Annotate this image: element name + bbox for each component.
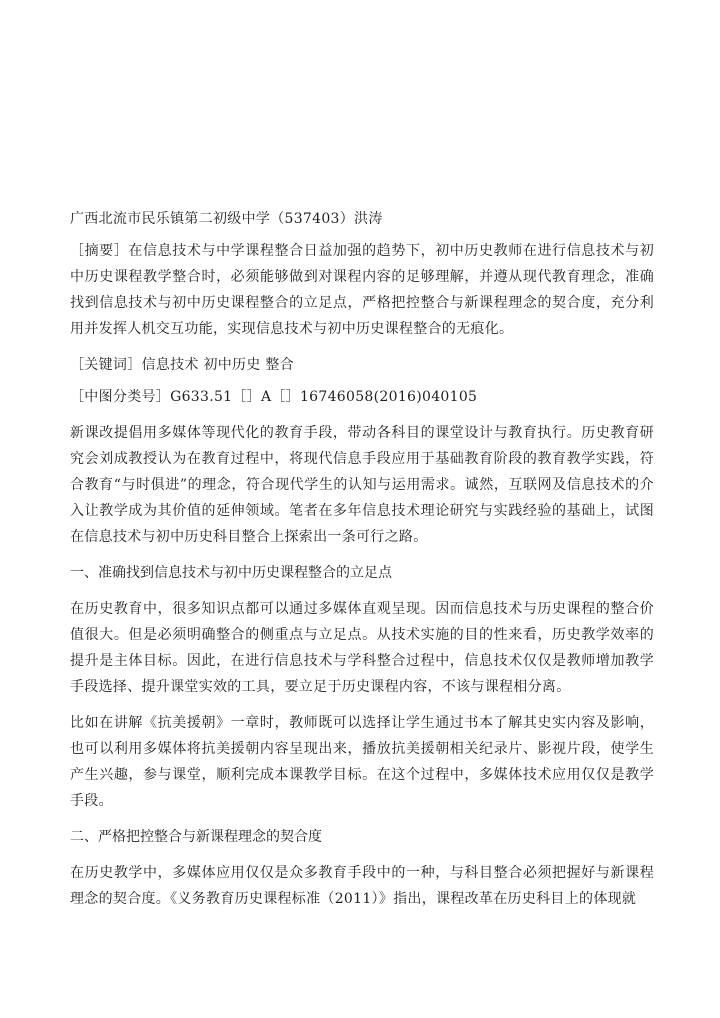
section-2-heading: 二、严格把控整合与新课程理念的契合度	[70, 829, 322, 845]
section-1-heading: 一、准确找到信息技术与初中历史课程整合的立足点	[70, 565, 392, 581]
author-line: 广西北流市民乐镇第二初级中学（537403）洪涛	[70, 211, 383, 227]
section-2-paragraph-1: 在历史教学中，多媒体应用仅仅是众多教育手段中的一种，与科目整合必须把握好与新课程理念的契合度。《义务教育历史课程标准（2011）》指出，课程改革在历史科目上的体现就	[70, 865, 654, 907]
intro-paragraph: 新课改提倡用多媒体等现代化的教育手段，带动各科目的课堂设计与教育执行。历史教育研究会刘成教授认为在教育过程中，将现代信息手段应用于基础教育阶段的教育教学实践，符合教育“与时俱进”的理念，符合现代学生的认知与运用需求。诚然，互联网及信息技术的介入让教学成为其价值的延伸领域。笔者在多年信息技术理论研究与实践经验的基础上，试图在信息技术与初中历史科目整合上探索出一条可行之路。	[70, 425, 654, 545]
document-body	[70, 206, 654, 922]
abstract: ［摘要］在信息技术与中学课程整合日益加强的趋势下，初中历史教师在进行信息技术与初中历史课程教学整合时，必须能够做到对课程内容的足够理解，并遵从现代教育理念，准确找到信息技术与初中历史课程整合的立足点，严格把控整合与新课程理念的契合度，充分利用并发挥人机交互功能，实现信息技术与初中历史课程整合的无痕化。	[70, 243, 654, 337]
section-1-paragraph-2: 比如在讲解《抗美援朝》一章时，教师既可以选择让学生通过书本了解其史实内容及影响，也可以利用多媒体将抗美援朝内容呈现出来，播放抗美援朝相关纪录片、影视片段，使学生产生兴趣，参与课堂，顺利完成本课教学目标。在这个过程中，多媒体技术应用仅仅是教学手段。	[70, 715, 654, 809]
keywords: ［关键词］信息技术 初中历史 整合	[70, 357, 294, 373]
section-1-paragraph-1: 在历史教育中，很多知识点都可以通过多媒体直观呈现。因而信息技术与历史课程的整合价值很大。但是必须明确整合的侧重点与立足点。从技术实施的目的性来看，历史教学效率的提升是主体目标。因此，在进行信息技术与学科整合过程中，信息技术仅仅是教师增加教学手段选择、提升课堂实效的工具，要立足于历史课程内容，不该与课程相分离。	[70, 601, 654, 695]
classification-number: ［中图分类号］G633.51［］A［］16746058(2016)040105	[70, 389, 478, 405]
